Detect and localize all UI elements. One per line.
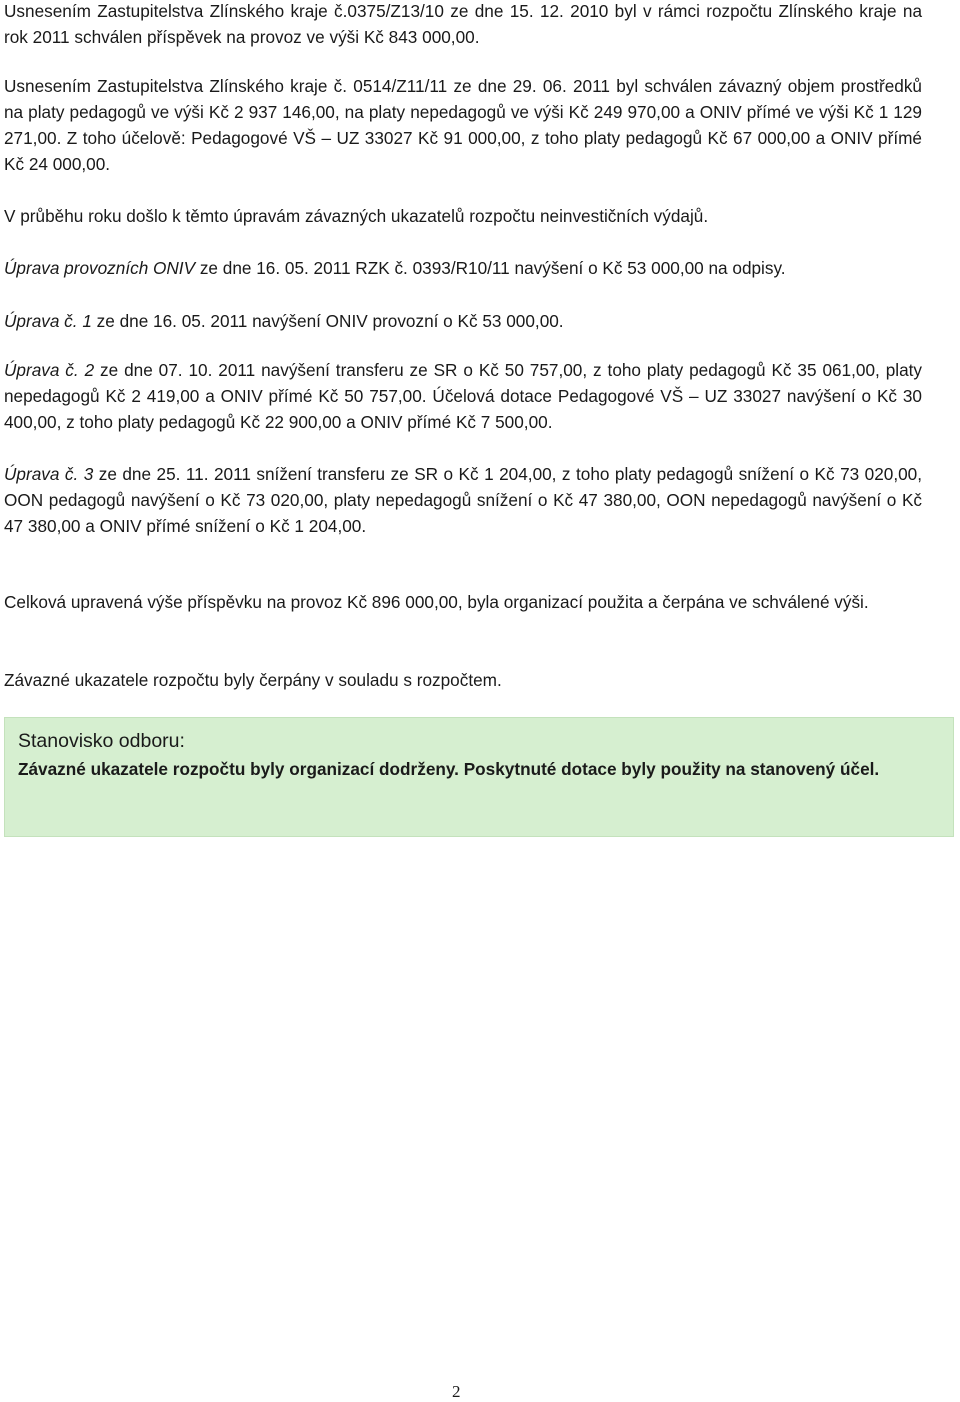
- paragraph-adjustment-3: [4, 461, 922, 539]
- paragraph-adjustments-intro: V průběhu roku došlo k těmto úpravám závazných ukazatelů rozpočtu neinvestičních výdajů.: [4, 206, 709, 226]
- adjustment-text: ze dne 25. 11. 2011 snížení transferu ze SR o Kč 1 204,00, z toho platy pedagogů snížení o Kč 73 020,00, OON pedagogů navýšení o Kč 73 020,00, platy nepedagogů snížení o Kč 47 380,00, OON nepedagogů navýšení o Kč 47 380,00 a ONIV přímé snížení o Kč 1 204,00.: [4, 464, 922, 536]
- statement-text: Závazné ukazatele rozpočtu byly organizací dodrženy. Poskytnuté dotace byly použity na stanovený účel.: [18, 759, 880, 779]
- department-statement-box: [4, 717, 954, 837]
- adjustment-text: ze dne 07. 10. 2011 navýšení transferu ze SR o Kč 50 757,00, z toho platy pedagogů Kč 35 061,00, platy nepedagogů Kč 2 419,00 a ONIV přímé Kč 50 757,00. Účelová dotace Pedagogové VŠ – UZ 33027 navýšení o Kč 30 400,00, z toho platy pedagogů Kč 22 900,00 a ONIV přímé Kč 7 500,00.: [4, 360, 922, 432]
- paragraph-adjustment-2: [4, 357, 922, 435]
- adjustment-label: Úprava č. 2: [4, 360, 95, 380]
- adjustment-text: ze dne 16. 05. 2011 navýšení ONIV provozní o Kč 53 000,00.: [91, 311, 564, 331]
- adjustment-label: Úprava č. 3: [4, 464, 94, 484]
- paragraph-binding-volume: Usnesením Zastupitelstva Zlínského kraje č. 0514/Z11/11 ze dne 29. 06. 2011 byl schválen závazný objem prostředků na platy pedagogů ve výši Kč 2 937 146,00, na platy nepedagogů ve výši Kč 249 970,00 a ONIV přímé ve výši Kč 1 129 271,00. Z toho účelově: Pedagogové VŠ – UZ 33027 Kč 91 000,00, z toho platy pedagogů Kč 67 000,00 a ONIV přímé Kč 24 000,00.: [4, 76, 922, 174]
- paragraph-approval-contribution: Usnesením Zastupitelstva Zlínského kraje č.0375/Z13/10 ze dne 15. 12. 2010 byl v rámci rozpočtu Zlínského kraje na rok 2011 schválen příspěvek na provoz ve výši Kč 843 000,00.: [4, 1, 922, 47]
- paragraph-adjustment-1: [4, 308, 922, 334]
- paragraph-total-contribution: Celková upravená výše příspěvku na provoz Kč 896 000,00, byla organizací použita a čerpána ve schválené výši.: [4, 592, 869, 612]
- page-number: 2: [452, 1382, 461, 1401]
- adjustment-label: Úprava č. 1: [4, 311, 92, 331]
- adjustment-label: Úprava provozních ONIV: [4, 258, 196, 278]
- statement-title: Stanovisko odboru:: [18, 730, 185, 752]
- paragraph-compliance: Závazné ukazatele rozpočtu byly čerpány v souladu s rozpočtem.: [4, 670, 502, 690]
- adjustment-text: ze dne 16. 05. 2011 RZK č. 0393/R10/11 navýšení o Kč 53 000,00 na odpisy.: [195, 258, 786, 278]
- paragraph-adjustment-oniv: [4, 255, 922, 281]
